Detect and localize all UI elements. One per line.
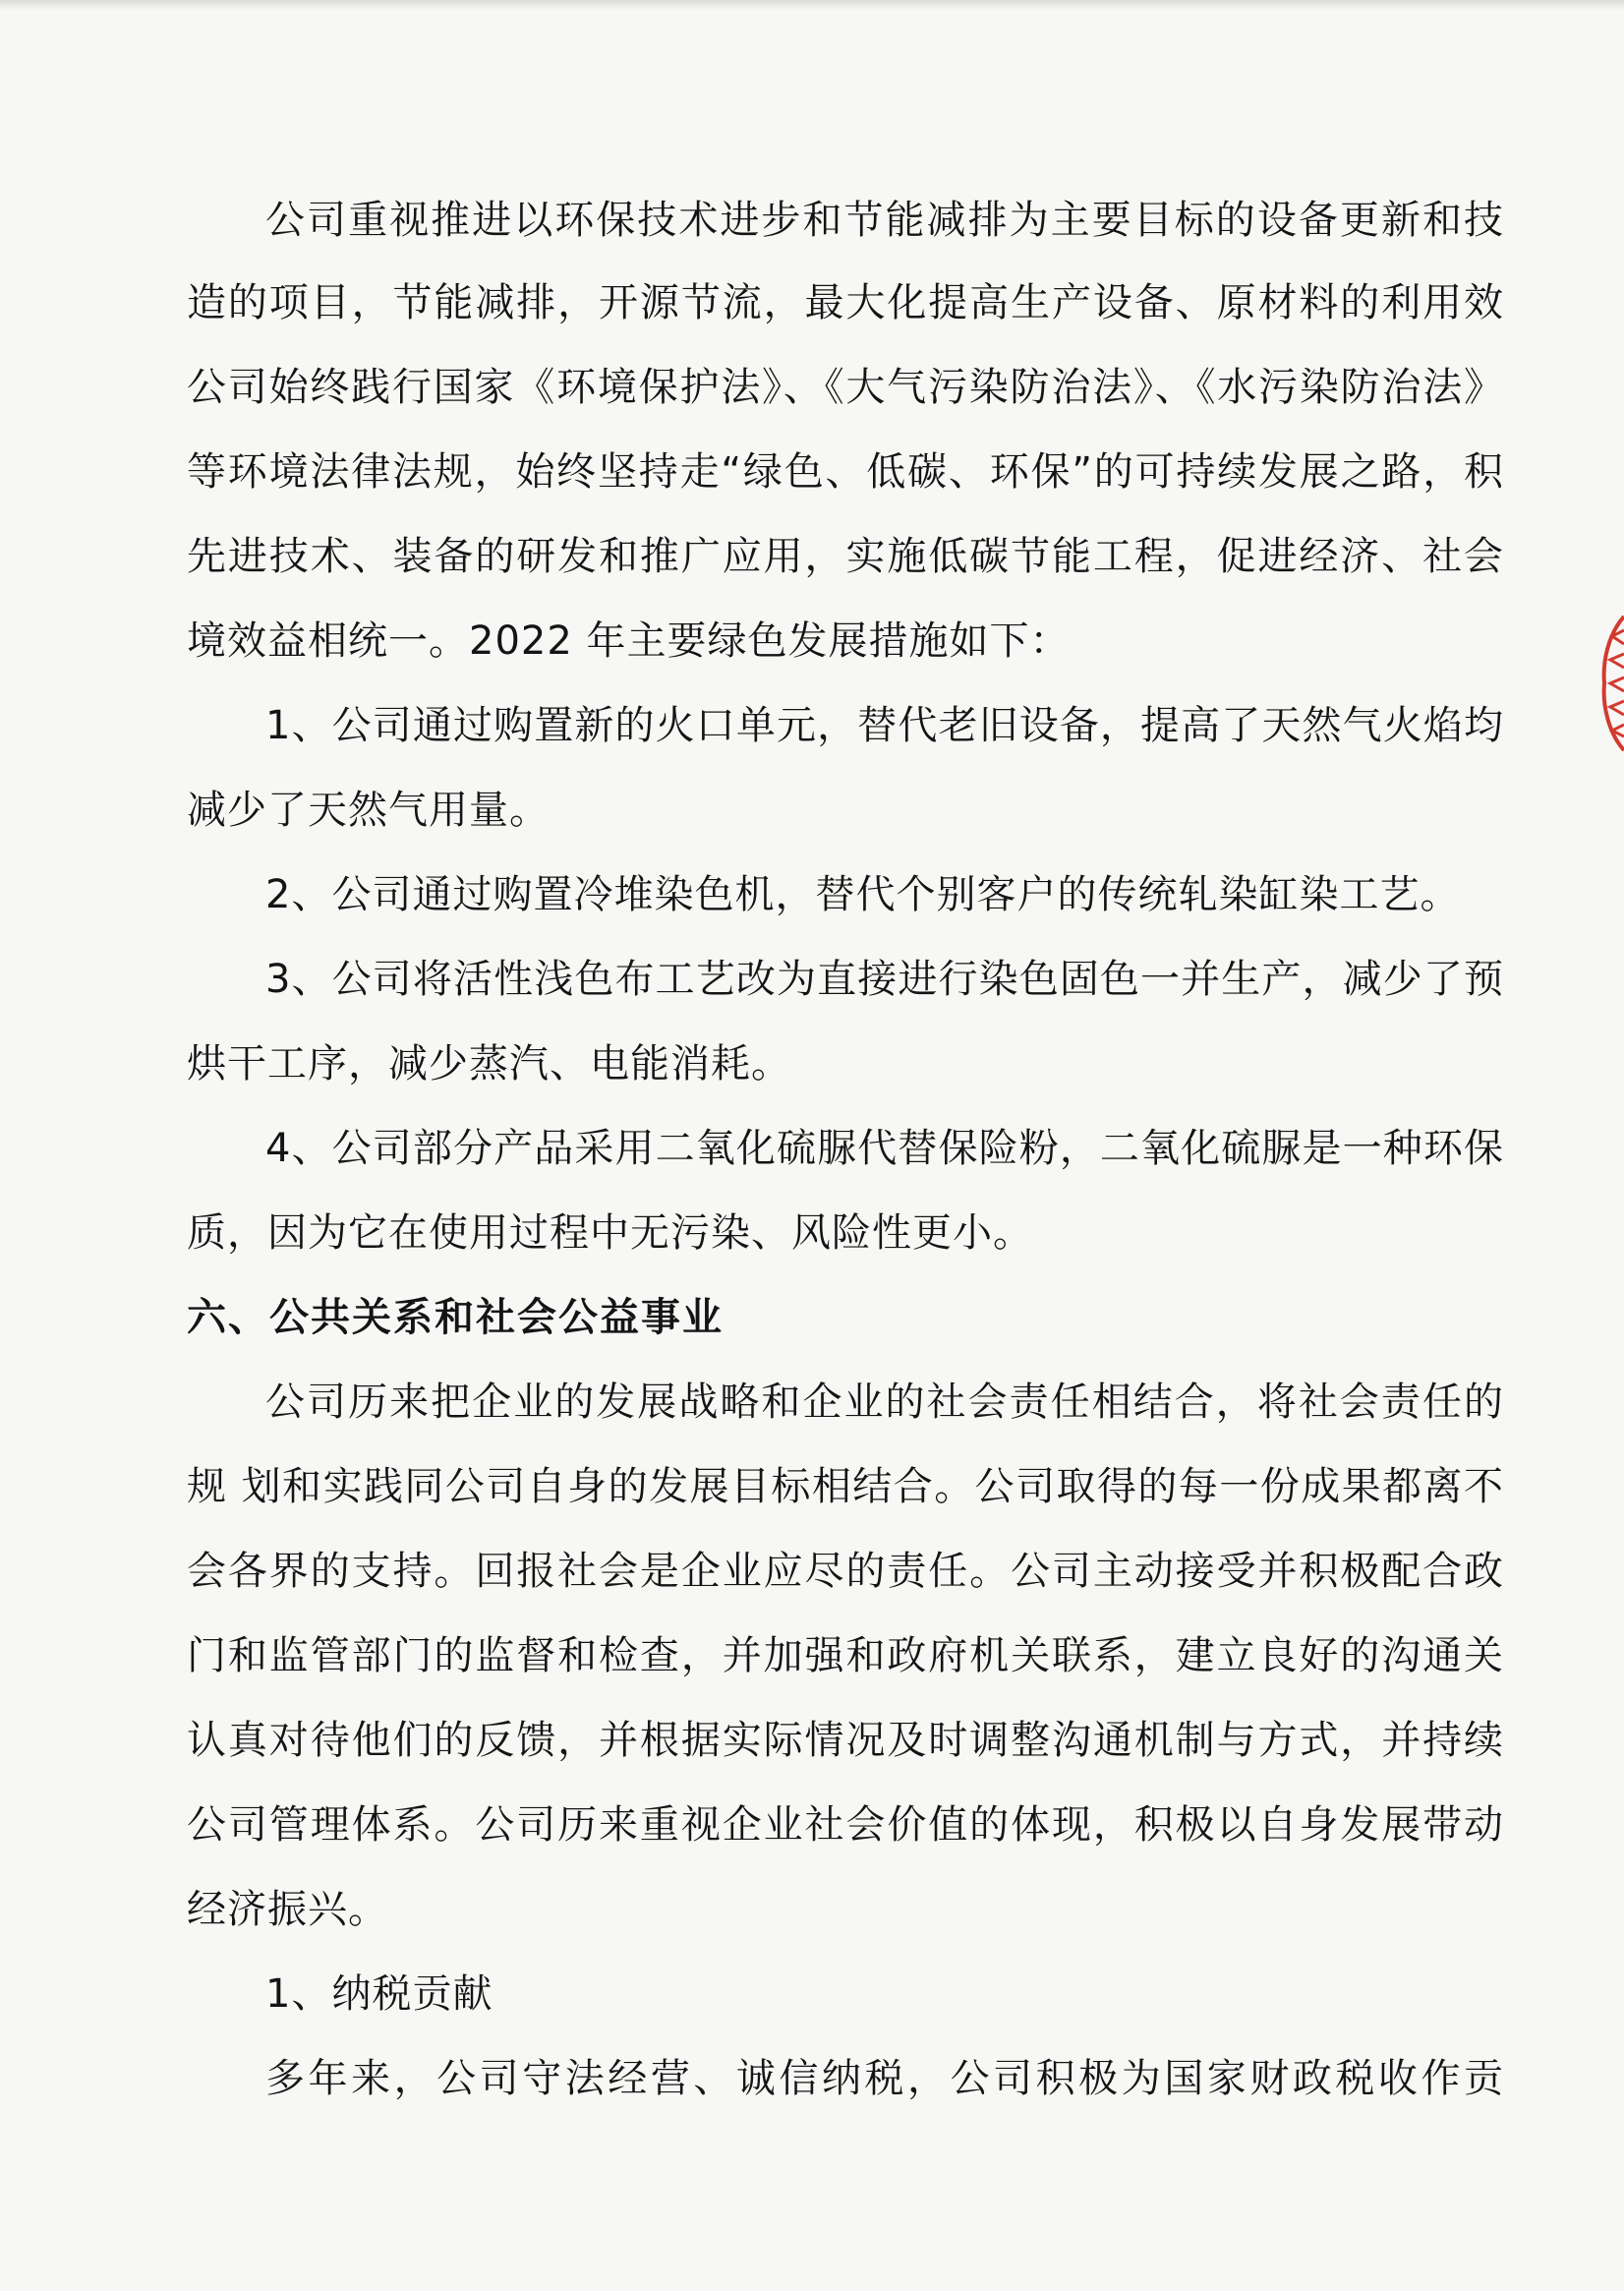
- subsection-heading: 1、纳税贡献: [265, 1971, 493, 2017]
- scan-shadow: [0, 0, 1624, 10]
- paragraph-line: 境效益相统一。2022 年主要绿色发展措施如下：: [187, 618, 1071, 664]
- paragraph-line: 等环境法律法规，始终坚持走“绿色、低碳、环保”的可持续发展之路，积: [187, 449, 1504, 495]
- paragraph-line: 公司重视推进以环保技术进步和节能减排为主要目标的设备更新和技: [265, 198, 1504, 243]
- paragraph-line: 规 划和实践同公司自身的发展目标相结合。公司取得的每一份成果都离不: [187, 1464, 1504, 1509]
- paragraph-line: 公司历来把企业的发展战略和企业的社会责任相结合，将社会责任的: [265, 1380, 1504, 1425]
- paragraph-line: 多年来，公司守法经营、诚信纳税，公司积极为国家财政税收作贡: [265, 2056, 1504, 2101]
- paragraph-line: 公司始终践行国家《环境保护法》、《大气污染防治法》、《水污染防治法》: [187, 365, 1504, 410]
- measure-item-1-cont: 减少了天然气用量。: [187, 788, 550, 833]
- red-seal-fragment-icon: [1595, 615, 1624, 752]
- paragraph-line: 经济振兴。: [187, 1887, 388, 1932]
- measure-item-3: 3、公司将活性浅色布工艺改为直接进行染色固色一并生产，减少了预: [265, 957, 1504, 1002]
- paragraph-line: 公司管理体系。公司历来重视企业社会价值的体现，积极以自身发展带动: [187, 1802, 1504, 1848]
- measure-item-3-cont: 烘干工序，减少蒸汽、电能消耗。: [187, 1041, 791, 1087]
- paragraph-line: 造的项目，节能减排，开源节流，最大化提高生产设备、原材料的利用效: [187, 280, 1504, 325]
- measure-item-2: 2、公司通过购置冷堆染色机，替代个别客户的传统轧染缸染工艺。: [265, 872, 1461, 917]
- measure-item-1: 1、公司通过购置新的火口单元，替代老旧设备，提高了天然气火焰均: [265, 703, 1504, 748]
- section-heading: 六、公共关系和社会公益事业: [187, 1295, 724, 1340]
- paragraph-line: 会各界的支持。回报社会是企业应尽的责任。公司主动接受并积极配合政: [187, 1549, 1504, 1594]
- paragraph-line: 认真对待他们的反馈，并根据实际情况及时调整沟通机制与方式，并持续: [187, 1718, 1504, 1763]
- paragraph-line: 先进技术、装备的研发和推广应用，实施低碳节能工程，促进经济、社会: [187, 534, 1504, 579]
- measure-item-4-cont: 质，因为它在使用过程中无污染、风险性更小。: [187, 1210, 1033, 1256]
- paragraph-line: 门和监管部门的监督和检查，并加强和政府机关联系，建立良好的沟通关: [187, 1633, 1504, 1678]
- measure-item-4: 4、公司部分产品采用二氧化硫脲代替保险粉，二氧化硫脲是一种环保: [265, 1126, 1504, 1171]
